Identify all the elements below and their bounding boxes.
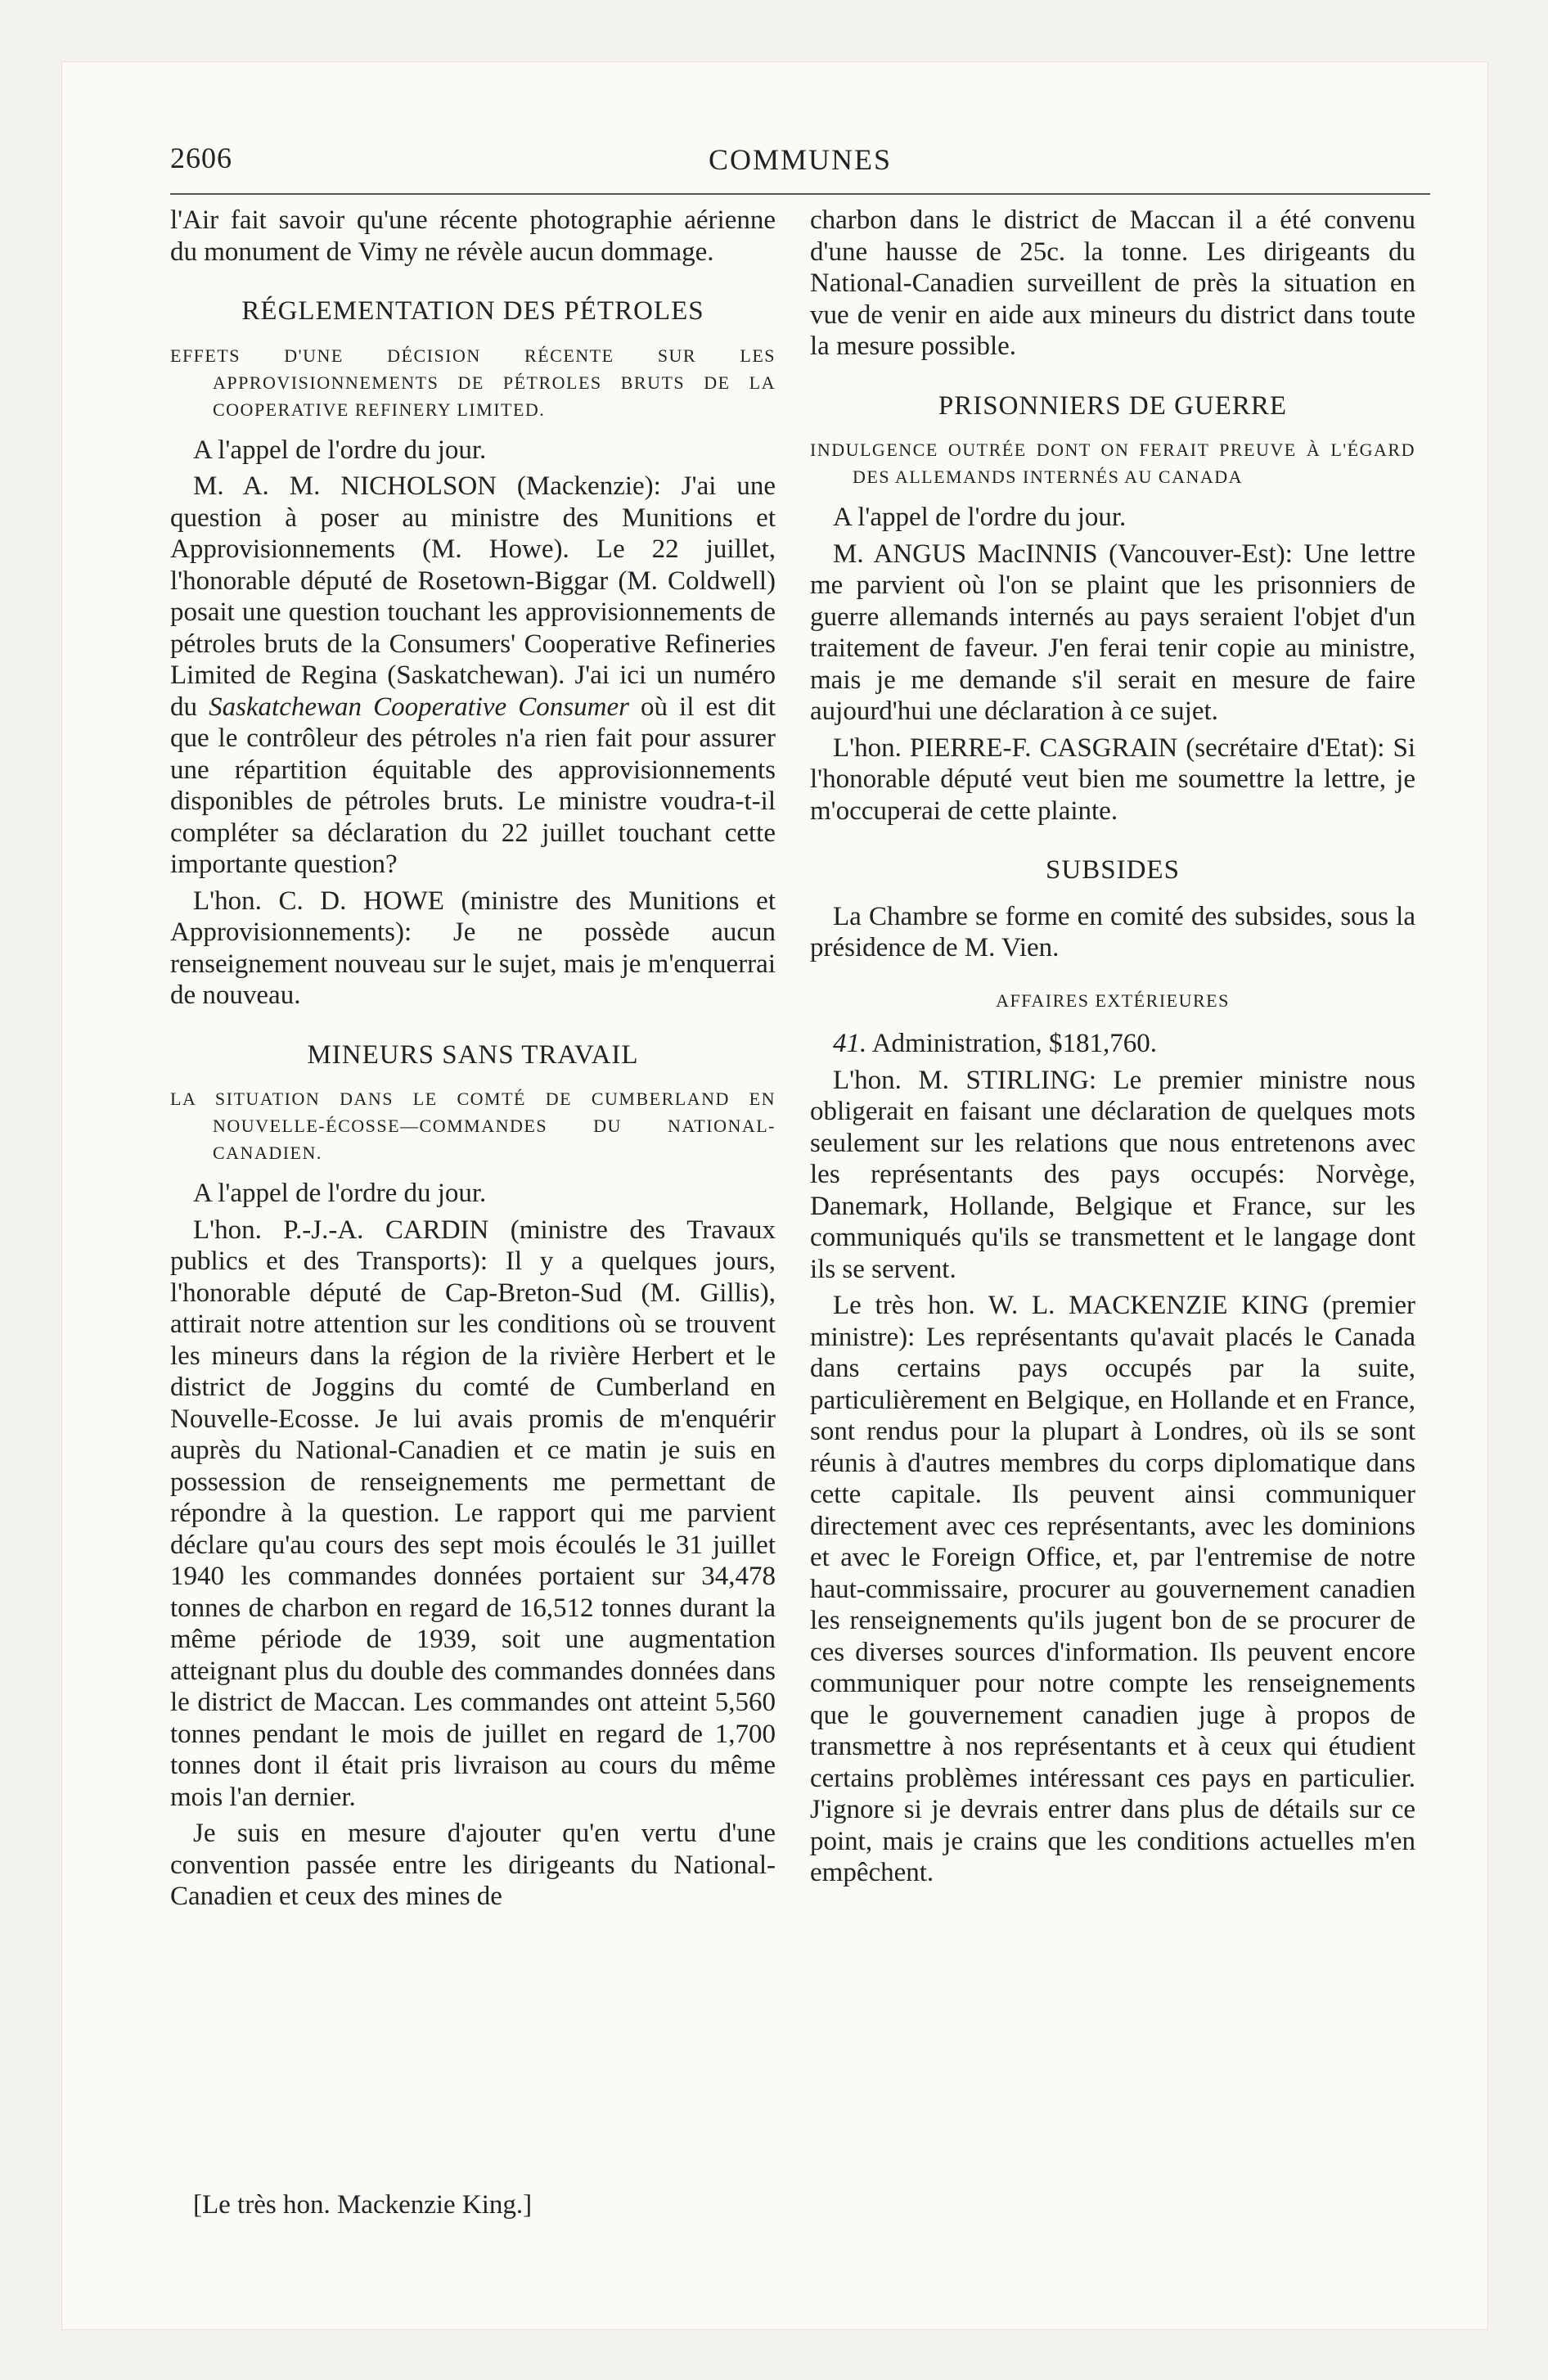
section-subheading: AFFAIRES EXTÉRIEURES	[996, 989, 1230, 1011]
vote-item	[810, 1028, 1415, 1060]
section-heading: RÉGLEMENTATION DES PÉTROLES	[241, 296, 704, 326]
speech-paragraph: L'hon. P.-J.-A. CARDIN (ministre des Travaux publics et des Transports): Il y a quelques jours, l'honorable député de Cap-Breton-Sud (M. Gillis), attirait notre attention sur les conditions où se trouvent les mineurs dans la région de la rivière Herbert et le district de Joggins du comté de Cumberland en Nouvelle-Ecosse. Je lui avais promis de m'enquérir auprès du National-Canadien et ce matin je suis en possession de renseignements me permettant de répondre à la question. Le rapport qui me parvient déclare qu'au cours des sept mois écoulés le 31 juillet 1940 les commandes données portaient sur 34,478 tonnes de charbon en regard de 16,512 tonnes durant la même période de 1939, soit une augmentation atteignant plus du double des commandes données dans le district de Maccan. Les commandes ont atteint 5,560 tonnes pendant le mois de juillet en regard de 1,700 tonnes dont il était pris livraison au cours du même mois l'an dernier.	[170, 1215, 776, 1812]
page-header	[170, 141, 1430, 190]
speech-paragraph: Je suis en mesure d'ajouter qu'en vertu d'une convention passée entre les dirigeants du National-Canadien et ceux des mines de	[170, 1819, 776, 1911]
page-footer: [Le très hon. Mackenzie King.]	[193, 2190, 533, 2220]
speech-paragraph: L'hon. M. STIRLING: Le premier ministre nous obligerait en faisant une déclaration de quelques mots seulement sur les relations que nous entretenons avec les représentants des pays occupés: Norvège, Danemark, Hollande, Belgique et France, sur les communiqués qu'ils se transmettent et le langage dont ils se servent.	[810, 1065, 1415, 1284]
paragraph: charbon dans le district de Maccan il a été convenu d'une hausse de 25c. la tonne. Les dirigeants du National-Canadien surveillent de près la situation en vue de venir en aide aux mineurs du district dans toute la mesure possible.	[810, 205, 1415, 361]
section-subheading: INDULGENCE OUTRÉE DONT ON FERAIT PREUVE À L'ÉGARD DES ALLEMANDS INTERNÉS AU CANADA	[810, 439, 1415, 487]
paragraph: La Chambre se forme en comité des subsides, sous la présidence de M. Vien.	[810, 901, 1415, 962]
left-column	[170, 205, 776, 1918]
speech-text: où il est dit que le contrôleur des pétroles n'a rien fait pour assurer une répartition équitable des approvisionnements disponibles de pétroles bruts. Le ministre voudra-t-il compléter sa déclaration du 22 juillet touchant cette importante question?	[170, 692, 776, 879]
header-rule	[170, 193, 1430, 195]
section-subheading: LA SITUATION DANS LE COMTÉ DE CUMBERLAND EN NOUVELLE-ÉCOSSE—COMMANDES DU NATIONAL-CANADIEN.	[170, 1089, 776, 1163]
section-subheading: EFFETS D'UNE DÉCISION RÉCENTE SUR LES APPROVISIONNEMENTS DE PÉTROLES BRUTS DE LA COOPERATIVE REFINERY LIMITED.	[170, 345, 776, 420]
speech-paragraph: M. ANGUS MacINNIS (Vancouver-Est): Une lettre me parvient où l'on se plaint que les prisonniers de guerre allemands internés au pays seraient l'objet d'un traitement de faveur. J'en ferai tenir copie au ministre, mais je me demande s'il serait en mesure de faire aujourd'hui une déclaration à ce sujet.	[810, 539, 1415, 726]
publication-title: Saskatchewan Cooperative Consumer	[209, 692, 629, 722]
paragraph: l'Air fait savoir qu'une récente photographie aérienne du monument de Vimy ne révèle aucun dommage.	[170, 205, 776, 267]
section-heading: MINEURS SANS TRAVAIL	[307, 1039, 639, 1070]
speech-paragraph	[170, 471, 776, 881]
paragraph: A l'appel de l'ordre du jour.	[193, 435, 487, 465]
page-number: 2606	[170, 142, 232, 174]
section-heading: SUBSIDES	[1046, 855, 1180, 885]
vote-number: 41.	[833, 1029, 867, 1058]
paragraph: A l'appel de l'ordre du jour.	[193, 1179, 487, 1208]
running-head: COMMUNES	[708, 143, 893, 176]
paragraph: A l'appel de l'ordre du jour.	[833, 503, 1127, 532]
speech-text: M. A. M. NICHOLSON (Mackenzie): J'ai une question à poser au ministre des Munitions et Approvisionnements (M. Howe). Le 22 juillet, l'honorable député de Rosetown-Biggar (M. Coldwell) posait une question touchant les approvisionnements de pétroles bruts de la Consumers' Cooperative Refineries Limited de Regina (Saskatchewan). J'ai ici un numéro du	[170, 471, 776, 722]
vote-text: Administration, $181,760.	[871, 1029, 1158, 1058]
speech-paragraph: Le très hon. W. L. MACKENZIE KING (premier ministre): Les représentants qu'avait placés le Canada dans certains pays occupés par la suite, particulièrement en Belgique, en Hollande et en France, sont rendus pour la plupart à Londres, où ils se sont réunis à d'autres membres du corps diplomatique dans cette capitale. Ils peuvent ainsi communiquer directement avec ces représentants, avec les dominions et avec le Foreign Office, et, par l'entremise de notre haut-commissaire, procurer au gouvernement canadien les renseignements qu'ils jugent bon de se procurer de ces diverses sources d'information. Ils peuvent encore communiquer pour notre compte les renseignements que le gouvernement canadien juge à propos de transmettre à nos représentants et à ceux qui étudient certains problèmes intéressant ces pays en particulier. J'ignore si je devrais entrer dans plus de détails sur ce point, mais je crains que les conditions actuelles m'en empêchent.	[810, 1291, 1415, 1887]
right-column	[810, 205, 1415, 1894]
speech-paragraph: L'hon. PIERRE-F. CASGRAIN (secrétaire d'Etat): Si l'honorable député veut bien me soumettre la lettre, je m'occuperai de cette plainte.	[810, 732, 1415, 826]
speech-paragraph: L'hon. C. D. HOWE (ministre des Munitions et Approvisionnements): Je ne possède aucun renseignement nouveau sur le sujet, mais je m'enquerrai de nouveau.	[170, 886, 776, 1010]
section-heading: PRISONNIERS DE GUERRE	[938, 390, 1288, 421]
